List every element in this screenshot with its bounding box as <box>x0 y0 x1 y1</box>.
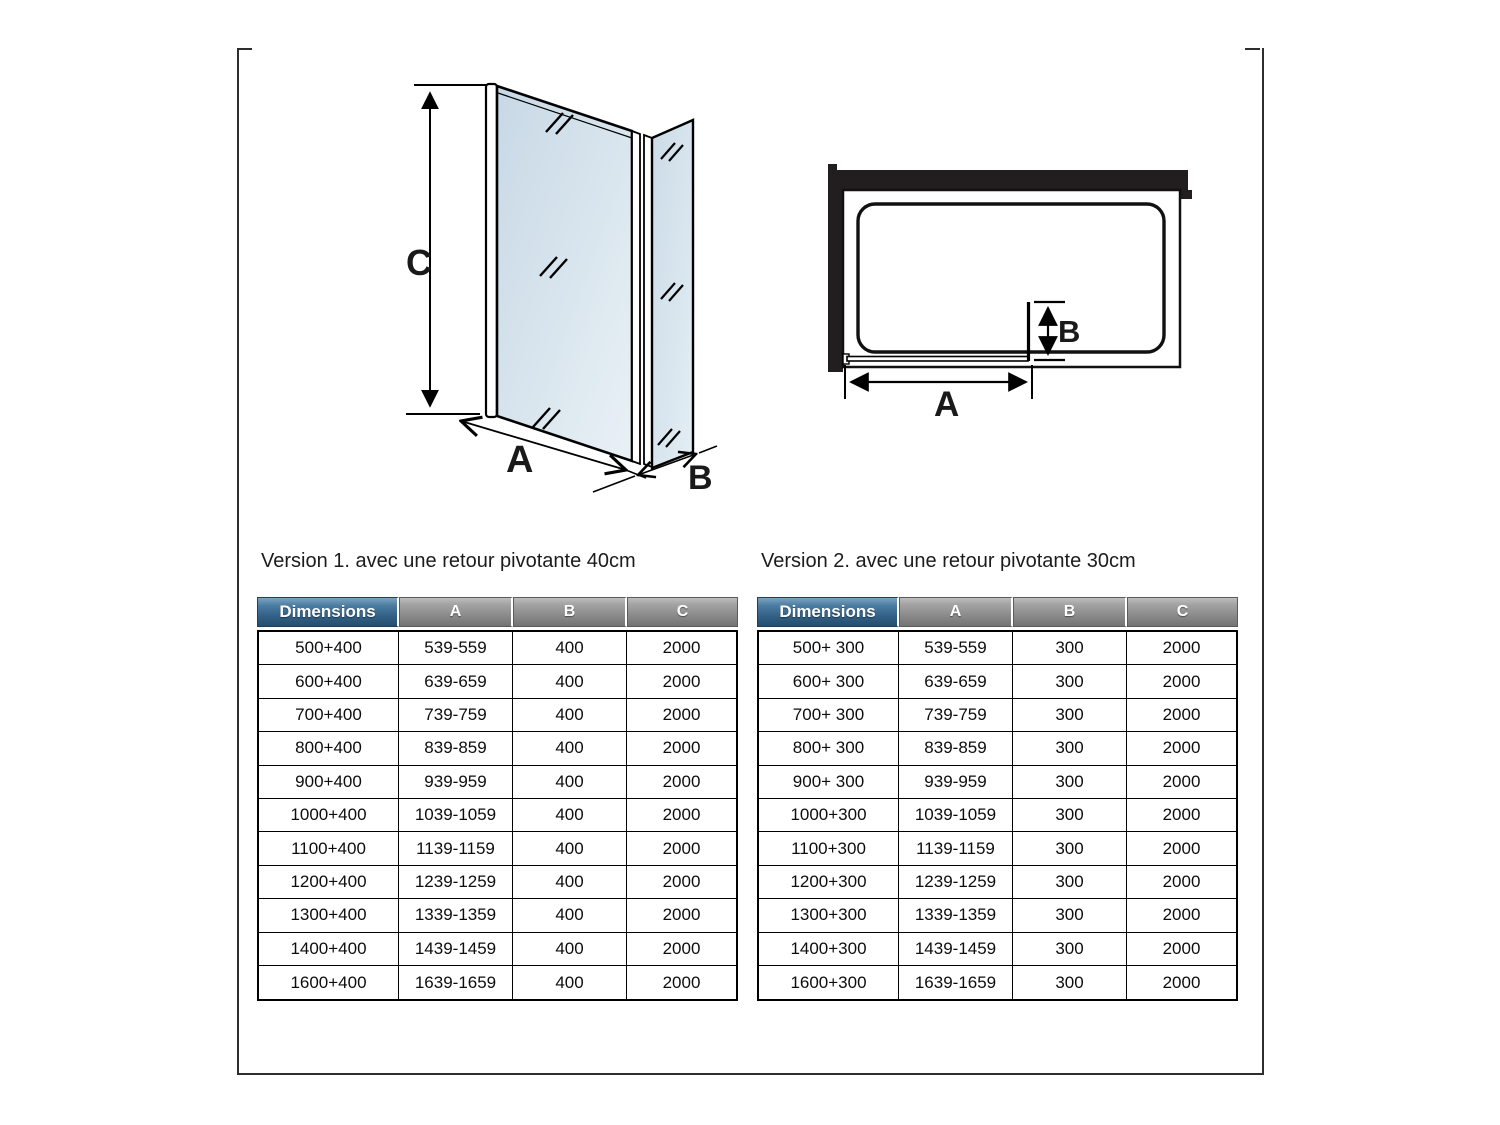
table-cell: 400 <box>513 933 627 966</box>
table-cell: 2000 <box>627 732 736 765</box>
table-row <box>759 665 1236 698</box>
dim-a-extension <box>626 470 646 478</box>
table-cell: 2000 <box>627 632 736 665</box>
table-header-row <box>757 597 1238 627</box>
table-cell: 2000 <box>627 832 736 865</box>
table-cell: 2000 <box>627 899 736 932</box>
table-row <box>259 766 736 799</box>
table-cell: 1639-1659 <box>899 966 1013 999</box>
wall-left <box>828 170 843 372</box>
table-cell: 2000 <box>1127 899 1236 932</box>
table-cell: 600+ 300 <box>759 665 899 698</box>
dim-c-label: C <box>406 242 432 283</box>
table-cell: 739-759 <box>399 699 513 732</box>
table-cell: 1639-1659 <box>399 966 513 999</box>
table-row <box>759 966 1236 999</box>
dim-b-extension <box>699 446 717 453</box>
table-row <box>759 832 1236 865</box>
table-row <box>259 799 736 832</box>
table-row <box>259 933 736 966</box>
table-row <box>259 732 736 765</box>
table-cell: 2000 <box>1127 832 1236 865</box>
dim-b-label: B <box>688 459 713 497</box>
table-cell: 400 <box>513 832 627 865</box>
glass-panel-top-view <box>847 357 1028 362</box>
table-row <box>759 699 1236 732</box>
frame-top-tick-left <box>237 48 252 50</box>
table-cell: 1200+300 <box>759 866 899 899</box>
table-cell: 300 <box>1013 766 1127 799</box>
table-cell: 2000 <box>1127 732 1236 765</box>
table-cell: 1300+300 <box>759 899 899 932</box>
table-cell: 400 <box>513 699 627 732</box>
shower-screen-3d-diagram <box>380 55 730 515</box>
table-cell: 1300+400 <box>259 899 399 932</box>
table-header-cell: A <box>899 597 1013 627</box>
table-cell: 939-959 <box>399 766 513 799</box>
table-cell: 739-759 <box>899 699 1013 732</box>
table-cell: 1039-1059 <box>899 799 1013 832</box>
table-cell: 400 <box>513 966 627 999</box>
table-row <box>259 699 736 732</box>
table-cell: 1600+400 <box>259 966 399 999</box>
table-header-cell: Dimensions <box>757 597 899 627</box>
table-cell: 2000 <box>1127 665 1236 698</box>
table-cell: 400 <box>513 632 627 665</box>
table-cell: 1000+300 <box>759 799 899 832</box>
table-cell: 300 <box>1013 866 1127 899</box>
table-cell: 2000 <box>1127 799 1236 832</box>
table-cell: 2000 <box>1127 766 1236 799</box>
table-cell: 400 <box>513 899 627 932</box>
table-cell: 1400+300 <box>759 933 899 966</box>
table-cell: 539-559 <box>899 632 1013 665</box>
shower-tray-outline <box>843 190 1180 367</box>
frame-top-tick-right <box>1245 48 1260 50</box>
table-cell: 2000 <box>627 665 736 698</box>
table-cell: 1000+400 <box>259 799 399 832</box>
table-cell: 300 <box>1013 632 1127 665</box>
table-cell: 1400+400 <box>259 933 399 966</box>
table-cell: 500+ 300 <box>759 632 899 665</box>
table-title: Version 2. avec une retour pivotante 30cm <box>761 550 1136 572</box>
table-title: Version 1. avec une retour pivotante 40cm <box>261 550 636 572</box>
seam-profile <box>632 131 640 464</box>
table-header-cell: Dimensions <box>257 597 399 627</box>
table-cell: 900+ 300 <box>759 766 899 799</box>
table-header-cell: B <box>513 597 627 627</box>
table-cell: 600+400 <box>259 665 399 698</box>
table-cell: 400 <box>513 866 627 899</box>
table-cell: 700+ 300 <box>759 699 899 732</box>
table-cell: 2000 <box>1127 866 1236 899</box>
table-cell: 500+400 <box>259 632 399 665</box>
table-cell: 300 <box>1013 732 1127 765</box>
table-cell: 2000 <box>1127 933 1236 966</box>
table-cell: 1139-1159 <box>399 832 513 865</box>
table-cell: 2000 <box>1162 972 1201 992</box>
table-cell: 1600+300 <box>759 966 899 999</box>
table-cell: 300 <box>1013 966 1127 999</box>
table-row <box>259 966 736 999</box>
table-row <box>259 665 736 698</box>
table-cell: 1039-1059 <box>399 799 513 832</box>
table-cell: 639-659 <box>899 665 1013 698</box>
table-row <box>759 799 1236 832</box>
table-cell: 300 <box>1013 899 1127 932</box>
dim-a-label: A <box>506 439 534 481</box>
table-body <box>757 630 1238 1001</box>
wall-profile <box>486 84 497 417</box>
table-cell: 939-959 <box>899 766 1013 799</box>
table-row <box>759 632 1236 665</box>
wall-top-end-step <box>1180 190 1192 199</box>
table-cell: 2000 <box>627 866 736 899</box>
table-row <box>259 899 736 932</box>
table-cell: 400 <box>513 799 627 832</box>
table-cell: 2000 <box>1127 699 1236 732</box>
table-cell: 2000 <box>627 933 736 966</box>
table-cell: 900+400 <box>259 766 399 799</box>
table-cell: 2000 <box>627 799 736 832</box>
table-cell: 400 <box>513 766 627 799</box>
table-header-cell: A <box>399 597 513 627</box>
dim-b-extension <box>593 476 635 492</box>
table-cell: 1239-1259 <box>899 866 1013 899</box>
table-cell: 1100+300 <box>759 832 899 865</box>
table-cell: 1139-1159 <box>899 832 1013 865</box>
table-row <box>759 732 1236 765</box>
table-cell: 700+400 <box>259 699 399 732</box>
table-cell: 839-859 <box>899 732 1013 765</box>
table-row <box>259 832 736 865</box>
table-cell: 839-859 <box>399 732 513 765</box>
table-header-cell: C <box>1127 597 1238 627</box>
table-row <box>759 866 1236 899</box>
dim-a-label: A <box>934 385 960 423</box>
table-cell: 800+400 <box>259 732 399 765</box>
table-cell: 2000 <box>627 699 736 732</box>
table-header-row <box>257 597 738 627</box>
table-cell: 800+ 300 <box>759 732 899 765</box>
table-row <box>759 899 1236 932</box>
table-cell: 300 <box>1013 665 1127 698</box>
table-header-cell: C <box>627 597 738 627</box>
table-row <box>759 933 1236 966</box>
main-glass-panel <box>497 86 632 461</box>
table-row <box>759 766 1236 799</box>
return-glass-panel <box>652 120 693 468</box>
table-cell: 539-559 <box>399 632 513 665</box>
table-cell: 1200+400 <box>259 866 399 899</box>
table-cell: 300 <box>1013 832 1127 865</box>
table-cell: 300 <box>1013 699 1127 732</box>
table-cell: 300 <box>1013 933 1127 966</box>
table-cell: 2000 <box>662 972 701 992</box>
table-row <box>259 632 736 665</box>
table-body <box>257 630 738 1001</box>
table-cell: 1439-1459 <box>899 933 1013 966</box>
table-cell: 1100+400 <box>259 832 399 865</box>
table-cell: 1239-1259 <box>399 866 513 899</box>
table-cell: 400 <box>513 665 627 698</box>
table-cell: 1439-1459 <box>399 933 513 966</box>
wall-top <box>836 170 1188 190</box>
table-header-cell: B <box>1013 597 1127 627</box>
table-cell: 400 <box>513 732 627 765</box>
table-row <box>259 866 736 899</box>
table-cell: 1339-1359 <box>899 899 1013 932</box>
table-cell: 2000 <box>627 766 736 799</box>
dim-b-label: B <box>1058 314 1081 349</box>
table-cell: 2000 <box>1127 632 1236 665</box>
table-cell: 1339-1359 <box>399 899 513 932</box>
shower-top-view-diagram <box>822 158 1212 423</box>
table-cell: 300 <box>1013 799 1127 832</box>
table-cell: 639-659 <box>399 665 513 698</box>
